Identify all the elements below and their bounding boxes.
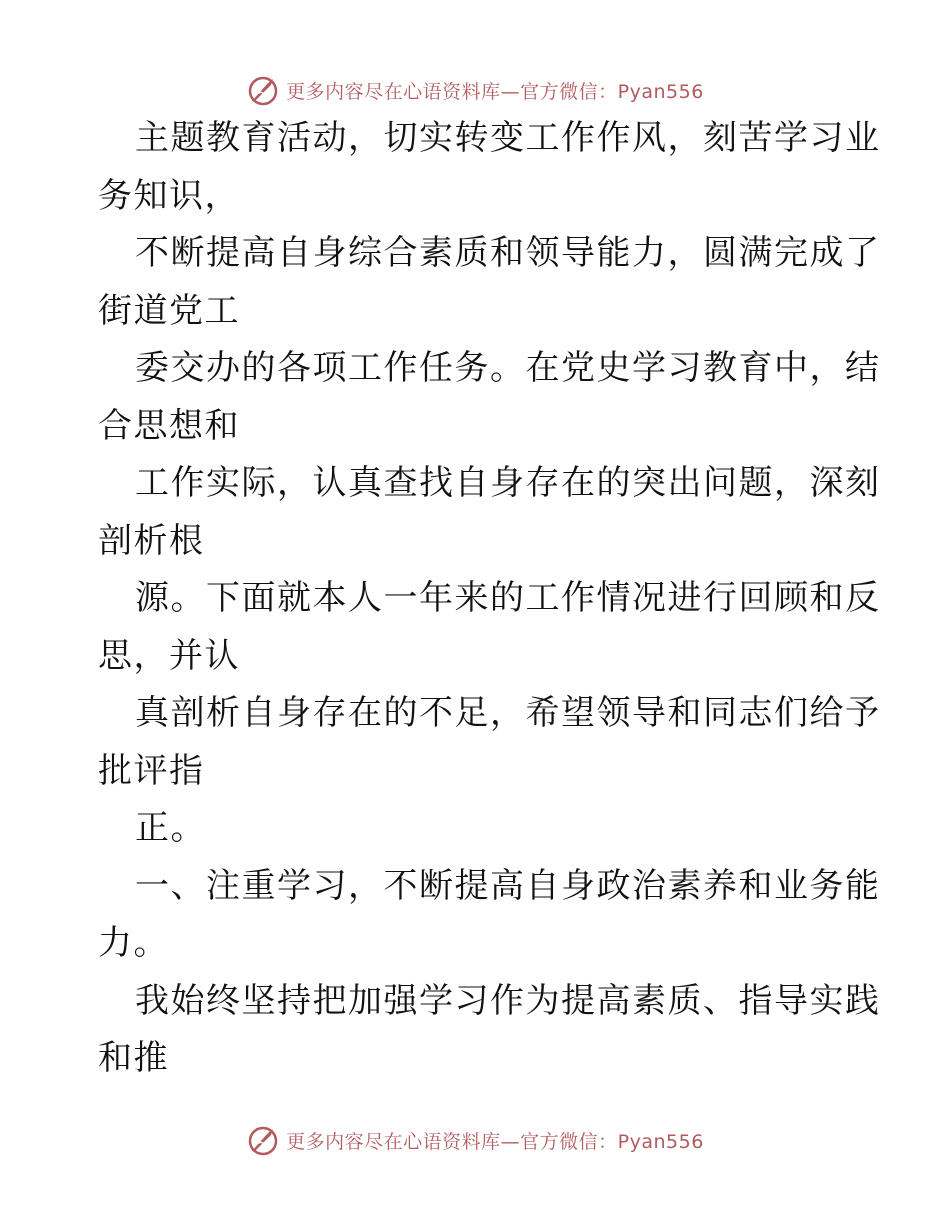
text-line: 我始终坚持把加强学习作为提高素质、指导实践 (135, 980, 881, 1021)
text-line: 批评指 (98, 750, 205, 791)
text-line: 和推 (98, 1038, 169, 1078)
text-line: 剖析根 (98, 520, 205, 561)
quill-pen-icon (246, 1123, 280, 1157)
text-line: 真剖析自身存在的不足，希望领导和同志们给予 (135, 693, 881, 733)
text-line: 街道党工 (98, 290, 240, 331)
text-line: 正。 (135, 808, 206, 848)
text-line: 力。 (98, 923, 169, 963)
footer-watermark (0, 1120, 950, 1160)
header-watermark (0, 70, 950, 110)
text-line: 源。下面就本人一年来的工作情况进行回顾和反 (135, 578, 881, 618)
watermark-text: 更多内容尽在心语资料库—官方微信：Pyan556 (286, 80, 704, 103)
text-line: 委交办的各项工作任务。在党史学习教育中，结 (135, 348, 881, 388)
text-line: 工作实际，认真查找自身存在的突出问题，深刻 (135, 463, 881, 503)
watermark-text: 更多内容尽在心语资料库—官方微信：Pyan556 (286, 1130, 704, 1153)
text-line: 一、注重学习，不断提高自身政治素养和业务能 (135, 865, 881, 906)
text-line: 合思想和 (98, 405, 240, 446)
text-line: 主题教育活动，切实转变工作作风，刻苦学习业 (135, 118, 881, 158)
text-line: 务知识， (98, 175, 240, 216)
text-line: 不断提高自身综合素质和领导能力，圆满完成了 (135, 233, 881, 273)
text-line: 思，并认 (98, 635, 240, 676)
quill-pen-icon (246, 73, 280, 107)
